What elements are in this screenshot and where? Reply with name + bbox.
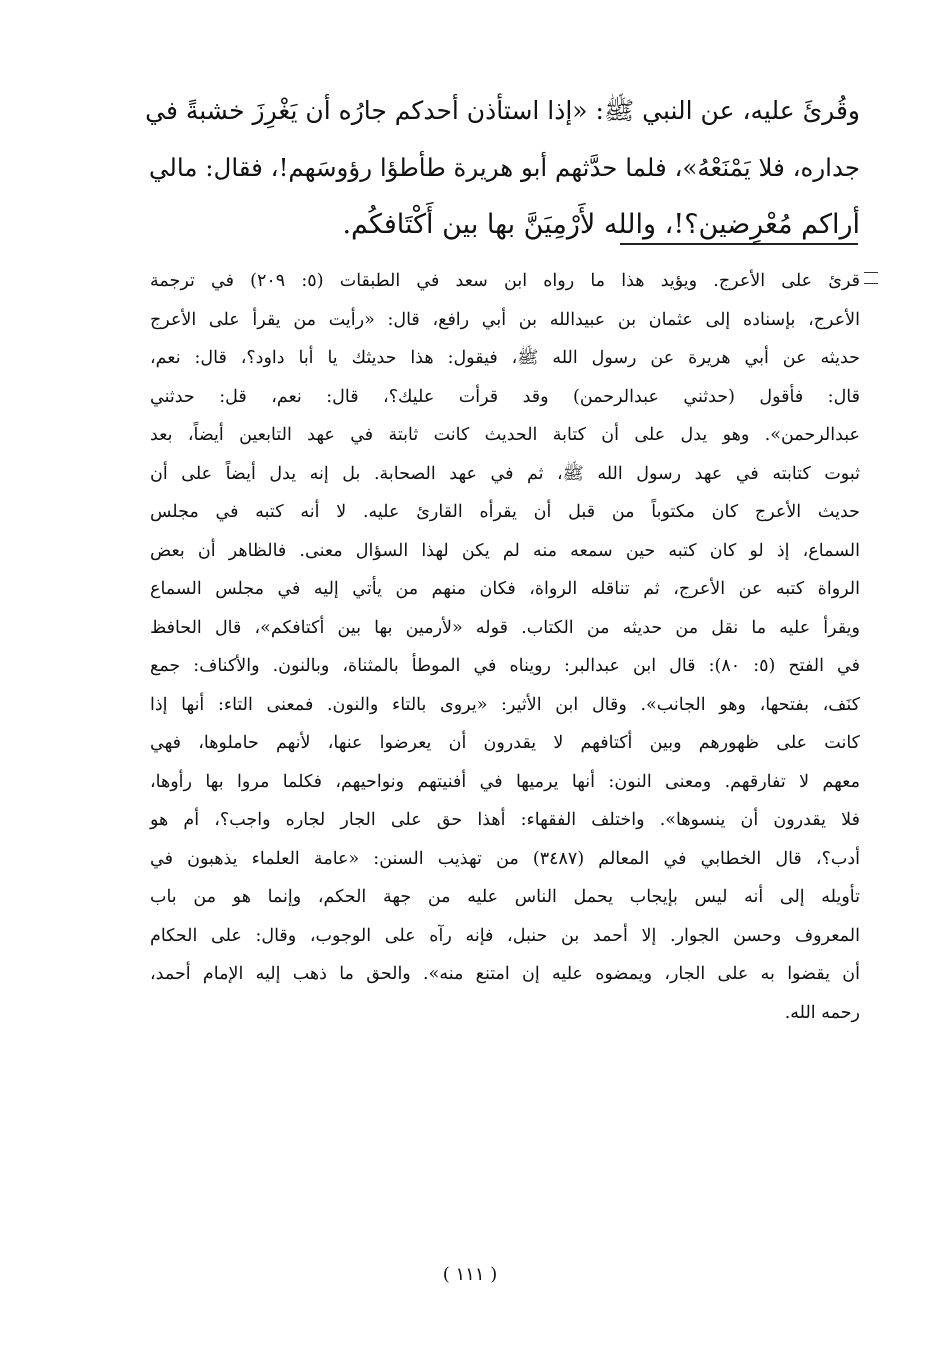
main-text-line: وقُرئَ عليه، عن النبي ﷺ: «إذا استأذن أحدكم جارُه أن يَغْرِزَ خشبةً في	[145, 96, 860, 125]
footnote-line: فلا يقدرون أن ينسوها». واختلف الفقهاء: أهذا حق على الجار لجاره واجب؟، أم هو	[150, 810, 860, 830]
footnote-line: حديث الأعرج كان مكتوباً من قبل أن يقرأه القارئ عليه. لا أنه كتبه في مجلس	[150, 502, 860, 522]
footnote-line: حديثه عن أبي هريرة عن رسول الله ﷺ، فيقول: هذا حديثك يا أبا داود؟، قال: نعم،	[150, 348, 860, 368]
footnote-line: أدب؟، قال الخطابي في المعالم (٣٤٨٧) من تهذيب السنن: «عامة العلماء يذهبون في	[150, 848, 860, 869]
footnote-line: ويقرأ عليه ما نقل من حديثه من الكتاب. قوله «لأرمين بها بين أكتافكم»، قال الحافظ	[150, 617, 860, 638]
footnote-line: قرئ على الأعرج. ويؤيد هذا ما رواه ابن سعد في الطبقات (٥: ٢٠٩) في ترجمة	[150, 271, 861, 291]
footnote-line: معهم لا تفارقهم. ومعنى النون: أنها يرميها في أفنيتهم ونواحيهم، فكلما مروا بها رأوها،	[150, 771, 860, 792]
footnote-line: تأويله إلى أنه ليس بإيجاب يحمل الناس عليه من جهة الحكم، وإنما هو من باب	[150, 887, 860, 907]
footnote-line: كنَف، بفتحها، وهو الجانب». وقال ابن الأثير: «يروى بالتاء والنون. فمعنى التاء: أنها إذا	[150, 694, 860, 715]
footnote-line: السماع، إذ لو كان كتبه حين سمعه منه لم يكن لهذا السؤال معنى. فالظاهر أن بعض	[150, 540, 860, 561]
footnote-line: قال: فأقول (حدثني عبدالرحمن) وقد قرأت عليك؟، قال: نعم، قل: حدثني	[150, 386, 860, 407]
footnote-marker	[864, 272, 878, 284]
footnote-line: الأعرج، بإسناده إلى عثمان بن عبيدالله بن أبي رافع، قال: «رأيت من يقرأ على الأعرج	[150, 309, 860, 330]
footnote-line: رحمه الله.	[784, 1002, 860, 1023]
footnote-separator	[620, 243, 858, 245]
footnote-line: أن يقضوا به على الجار، ويمضوه عليه إن امتنع منه». والحق ما ذهب إليه الإمام أحمد،	[150, 964, 860, 984]
main-text-line: جداره، فلا يَمْنَعْهُ»، فلما حدَّثهم أبو هريرة طأطؤا رؤوسَهم!، فقال: مالي	[149, 153, 860, 182]
main-text	[140, 82, 860, 253]
footnote-line: كانت على ظهورهم وبين أكتافهم لا يقدرون أن يعرضوا عنها، لأنهم حاملوها، فهي	[150, 733, 860, 753]
footnote-line: عبدالرحمن». وهو يدل على أن كتابة الحديث كانت ثابتة في عهد التابعين أيضاً، بعد	[150, 425, 860, 445]
footnote	[150, 262, 860, 1032]
main-text-line: أراكم مُعْرِضين؟!، والله لأَرْمِيَنَّ بها بين أَكْتَافكُم.	[342, 209, 860, 240]
footnote-line: المعروف وحسن الجوار. إلا أحمد بن حنبل، فإنه رآه على الوجوب، وقال: على الحكام	[150, 925, 860, 946]
footnote-line: في الفتح (٥: ٨٠): قال ابن عبدالبر: رويناه في الموطأ بالمثناة، وبالنون. والأكناف: جمع	[150, 656, 860, 676]
footnote-line: ثبوت كتابته في عهد رسول الله ﷺ، ثم في عهد الصحابة. بل إنه يدل أيضاً على أن	[150, 463, 860, 484]
page-number: ( ١١١ )	[442, 1264, 498, 1285]
footnote-line: الرواة كتبه عن الأعرج، ثم تناقله الرواة، فكان منهم من يأتي إليه في مجلس السماع	[150, 579, 860, 599]
